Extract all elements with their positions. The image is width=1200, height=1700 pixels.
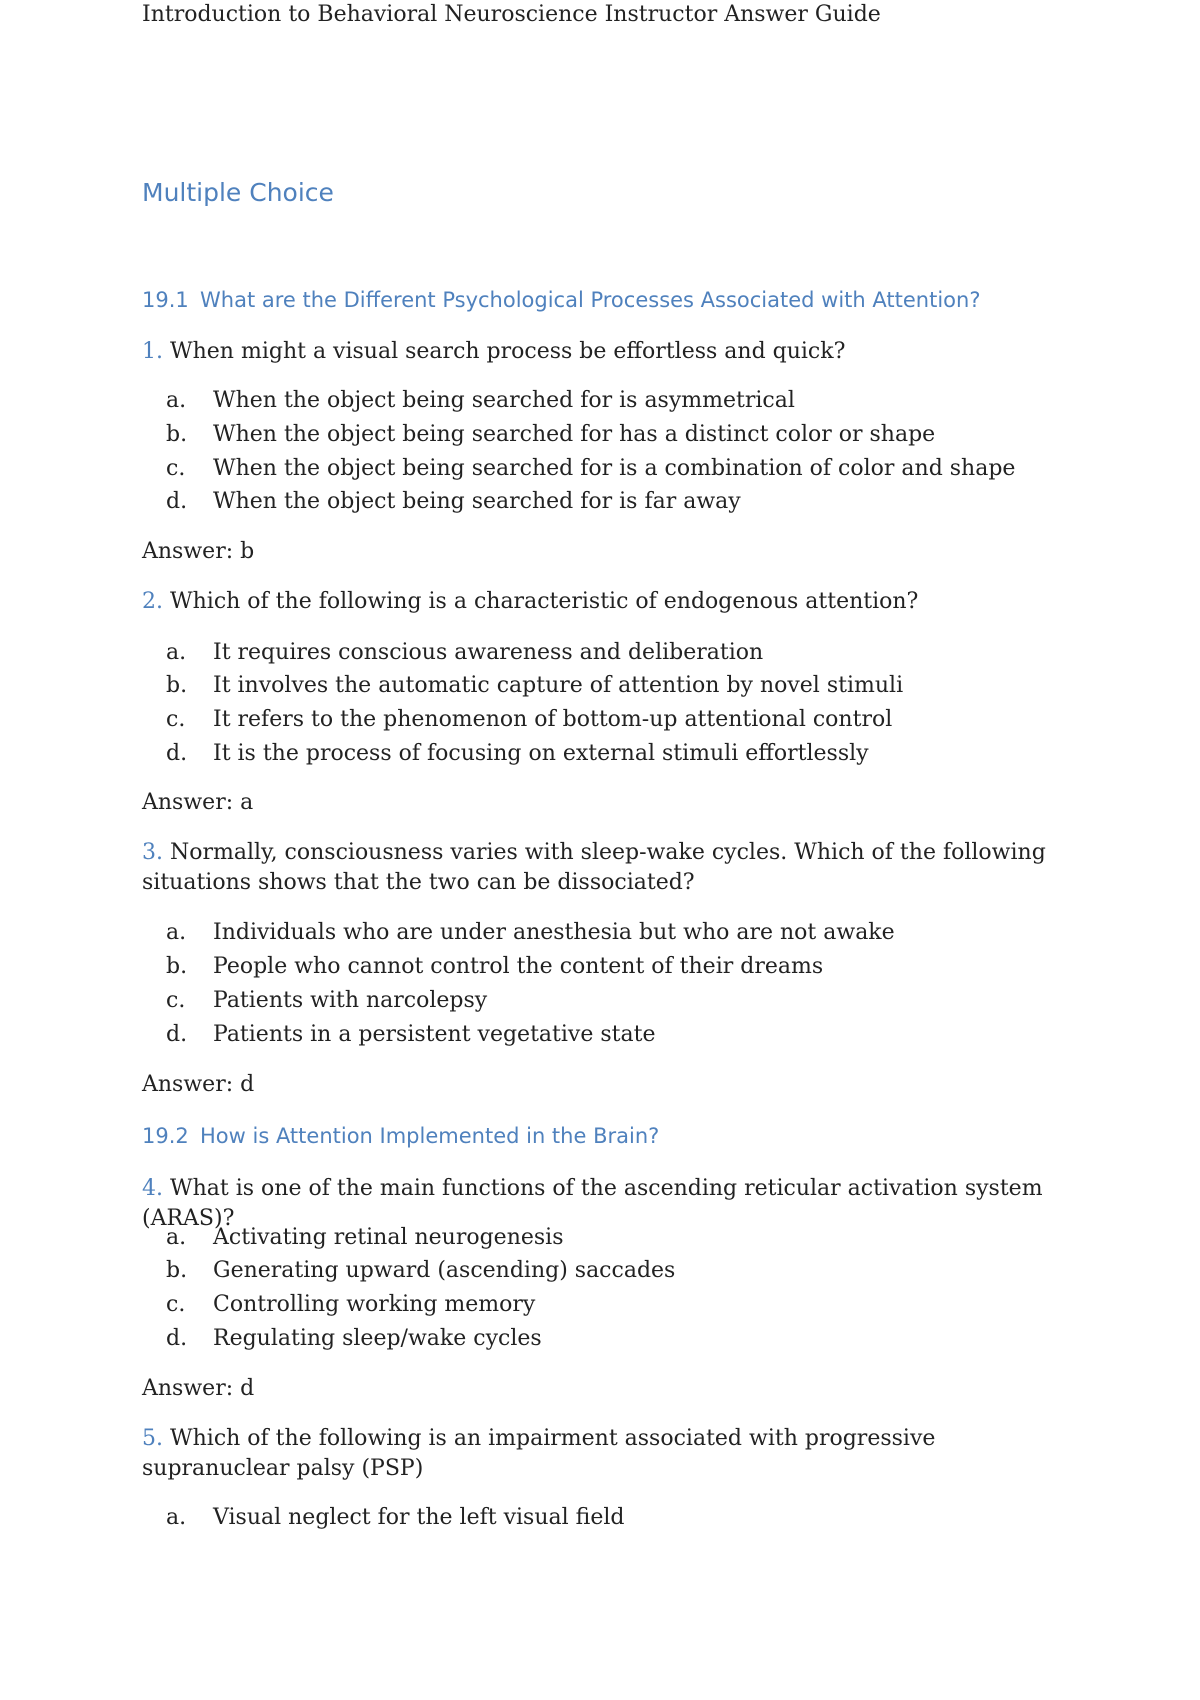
- option-text: Activating retinal neurogenesis: [213, 1225, 564, 1250]
- option: [166, 1022, 655, 1047]
- option-text: People who cannot control the content of their dreams: [213, 954, 824, 979]
- option-letter: b.: [166, 422, 188, 447]
- page-header: Introduction to Behavioral Neuroscience Instructor Answer Guide: [142, 2, 881, 27]
- option-text: Controlling working memory: [213, 1292, 536, 1317]
- option-text: It is the process of focusing on external stimuli effortlessly: [213, 741, 869, 766]
- question-text: Normally, consciousness varies with sleep-wake cycles. Which of the following situations shows that the two can be dissociated?: [142, 840, 1046, 895]
- option: [166, 920, 895, 945]
- option-letter: a.: [166, 640, 187, 665]
- option: [166, 1225, 564, 1250]
- option-letter: b.: [166, 673, 188, 698]
- option: [166, 741, 869, 766]
- answer: Answer: d: [142, 1376, 255, 1401]
- question: [142, 838, 1077, 898]
- question-text: What is one of the main functions of the ascending reticular activation system (ARAS)?: [142, 1176, 1043, 1231]
- option-text: Patients in a persistent vegetative state: [213, 1022, 656, 1047]
- option: [166, 673, 903, 698]
- option: [166, 1258, 675, 1283]
- option: [166, 489, 741, 514]
- subsection-title: What are the Different Psychological Processes Associated with Attention?: [200, 288, 981, 312]
- option-text: When the object being searched for is a combination of color and shape: [213, 456, 1016, 481]
- option-text: Individuals who are under anesthesia but who are not awake: [213, 920, 895, 945]
- option-letter: c.: [166, 707, 186, 732]
- question-text: Which of the following is a characteristic of endogenous attention?: [170, 589, 919, 614]
- option-text: Visual neglect for the left visual field: [213, 1505, 625, 1530]
- question-number: 3.: [142, 840, 163, 865]
- option: [166, 988, 487, 1013]
- question-number: 4.: [142, 1176, 163, 1201]
- section-title: Multiple Choice: [142, 178, 334, 207]
- option-letter: a.: [166, 1225, 187, 1250]
- option-letter: a.: [166, 920, 187, 945]
- answer: Answer: b: [142, 539, 255, 564]
- option-letter: d.: [166, 1022, 188, 1047]
- option: [166, 1326, 542, 1351]
- option-letter: d.: [166, 741, 188, 766]
- subsection-number: 19.2: [142, 1124, 189, 1148]
- option-letter: a.: [166, 388, 187, 413]
- option: [166, 640, 763, 665]
- option-letter: a.: [166, 1505, 187, 1530]
- option-text: When the object being searched for is asymmetrical: [213, 388, 795, 413]
- option-text: It refers to the phenomenon of bottom-up attentional control: [213, 707, 893, 732]
- option-text: Generating upward (ascending) saccades: [213, 1258, 676, 1283]
- option-letter: d.: [166, 489, 188, 514]
- option: [166, 707, 892, 732]
- question-number: 5.: [142, 1426, 163, 1451]
- question-number: 2.: [142, 589, 163, 614]
- option-letter: b.: [166, 954, 188, 979]
- question-text: Which of the following is an impairment associated with progressive supranuclear palsy (PSP): [142, 1426, 936, 1481]
- answer: Answer: a: [142, 790, 254, 815]
- option-text: It requires conscious awareness and deliberation: [213, 640, 764, 665]
- subsection-title: How is Attention Implemented in the Brain?: [200, 1124, 660, 1148]
- option-letter: c.: [166, 456, 186, 481]
- option: [166, 456, 1015, 481]
- option-text: When the object being searched for is far away: [213, 489, 741, 514]
- option-letter: d.: [166, 1326, 188, 1351]
- subsection-heading: [142, 288, 980, 312]
- option: [166, 1292, 535, 1317]
- question: [142, 337, 1077, 367]
- option-letter: c.: [166, 988, 186, 1013]
- option-letter: c.: [166, 1292, 186, 1317]
- question: [142, 1424, 1077, 1484]
- subsection-heading: [142, 1124, 659, 1148]
- option-text: Regulating sleep/wake cycles: [213, 1326, 542, 1351]
- option: [166, 422, 935, 447]
- option: [166, 1505, 624, 1530]
- question-number: 1.: [142, 339, 163, 364]
- option-text: It involves the automatic capture of attention by novel stimuli: [213, 673, 904, 698]
- subsection-number: 19.1: [142, 288, 189, 312]
- option-letter: b.: [166, 1258, 188, 1283]
- question-text: When might a visual search process be effortless and quick?: [170, 339, 846, 364]
- option-text: When the object being searched for has a distinct color or shape: [213, 422, 936, 447]
- question: [142, 587, 1077, 617]
- option: [166, 388, 795, 413]
- option-text: Patients with narcolepsy: [213, 988, 488, 1013]
- option: [166, 954, 823, 979]
- answer: Answer: d: [142, 1072, 255, 1097]
